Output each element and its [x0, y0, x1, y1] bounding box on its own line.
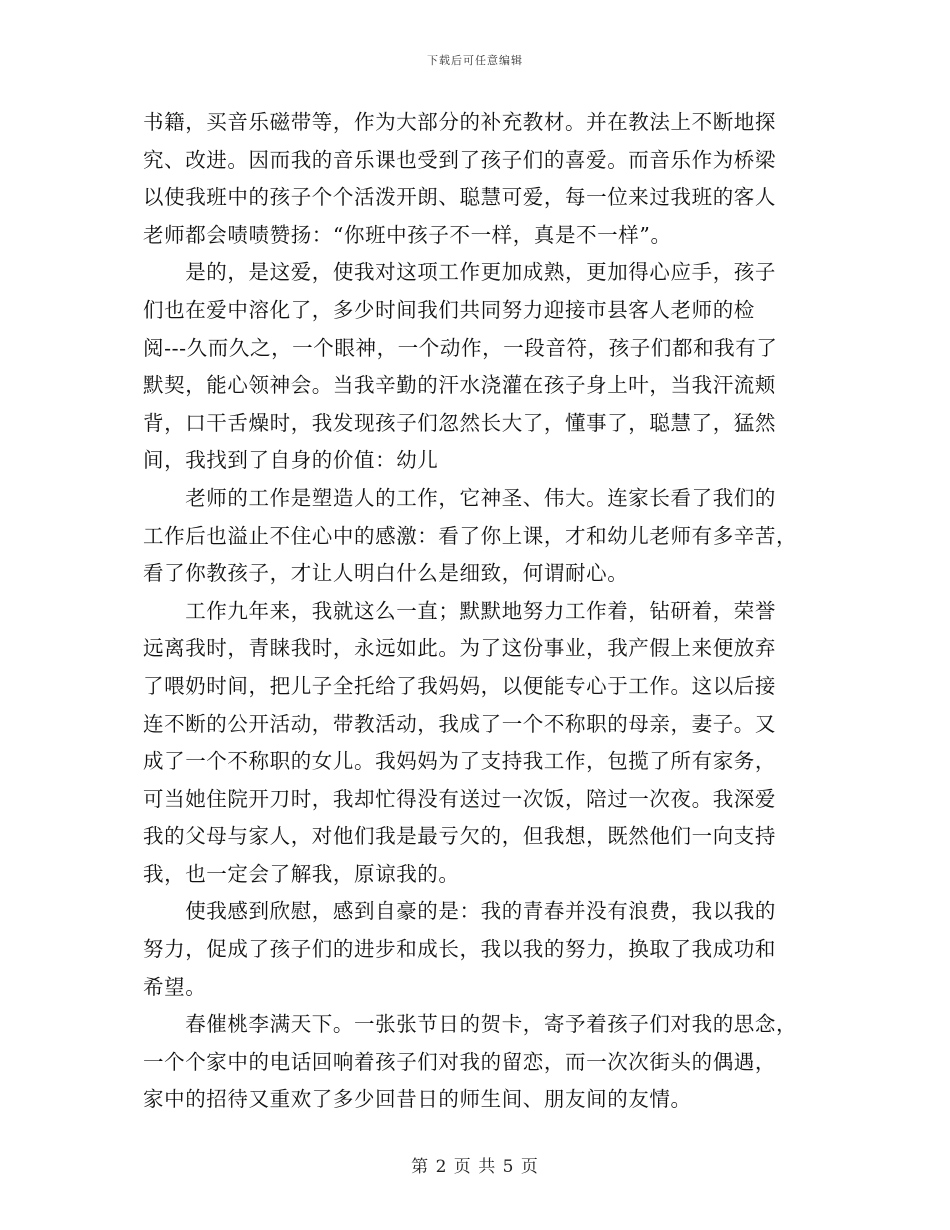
text-line: 们也在爱中溶化了，多少时间我们共同努力迎接市县客人老师的检	[143, 297, 755, 322]
text-line: 默契，能心领神会。当我辛勤的汗水浇灌在孩子身上叶，当我汗流颊	[143, 373, 776, 398]
text-line: 究、改进。因而我的音乐课也受到了孩子们的喜爱。而音乐作为桥梁	[143, 147, 776, 172]
text-line: 老师都会啧啧赞扬：“你班中孩子不一样，真是不一样”。	[143, 222, 672, 247]
text-line: 使我感到欣慰，感到自豪的是：我的青春并没有浪费，我以我的	[143, 899, 776, 924]
text-line: 背，口干舌燥时，我发现孩子们忽然长大了，懂事了，聪慧了，猛然	[143, 410, 776, 435]
text-line: 成了一个不称职的女儿。我妈妈为了支持我工作，包揽了所有家务，	[143, 749, 776, 774]
text-line: 我的父母与家人，对他们我是最亏欠的，但我想，既然他们一向支持	[143, 824, 776, 849]
text-line: 一个个家中的电话回响着孩子们对我的留恋，而一次次街头的偶遇，	[143, 1049, 776, 1074]
text-line: 书籍，买音乐磁带等，作为大部分的补充教材。并在教法上不断地探	[143, 110, 776, 134]
text-line: 工作九年来，我就这么一直；默默地努力工作着，钻研着，荣誉	[143, 598, 776, 623]
document-body	[143, 104, 807, 1119]
text-line: 努力，促成了孩子们的进步和成长，我以我的努力，换取了我成功和	[143, 937, 776, 962]
text-line: 以使我班中的孩子个个活泼开朗、聪慧可爱，每一位来过我班的客人	[143, 185, 776, 210]
text-line: 看了你教孩子，才让人明白什么是细致，何谓耐心。	[143, 561, 629, 586]
page-footer: 第 2 页 共 5 页	[411, 1157, 539, 1177]
text-line: 是的，是这爱，使我对这项工作更加成熟，更加得心应手，孩子	[143, 260, 776, 285]
text-line: 工作后也溢止不住心中的感激：看了你上课，才和幼儿老师有多辛苦，	[143, 523, 798, 548]
text-line: 希望。	[143, 974, 207, 999]
text-line: 可当她住院开刀时，我却忙得没有送过一次饭，陪过一次夜。我深爱	[143, 786, 776, 811]
text-line: 连不断的公开活动，带教活动，我成了一个不称职的母亲，妻子。又	[143, 711, 776, 736]
text-line: 阅---久而久之，一个眼神，一个动作，一段音符，孩子们都和我有了	[143, 335, 778, 360]
text-line: 我，也一定会了解我，原谅我的。	[143, 861, 460, 886]
page-header: 下载后可任意编辑	[427, 54, 523, 67]
text-line: 家中的招待又重欢了多少回昔日的师生间、朋友间的友情。	[143, 1087, 692, 1112]
text-line: 远离我时，青睐我时，永远如此。为了这份事业，我产假上来便放弃	[143, 636, 776, 661]
text-line: 春催桃李满天下。一张张节日的贺卡，寄予着孩子们对我的思念，	[143, 1012, 798, 1037]
text-line: 老师的工作是塑造人的工作，它神圣、伟大。连家长看了我们的	[143, 485, 776, 510]
text-line: 间，我找到了自身的价值：幼儿	[143, 448, 439, 473]
text-line: 了喂奶时间，把儿子全托给了我妈妈，以便能专心于工作。这以后接	[143, 673, 776, 698]
